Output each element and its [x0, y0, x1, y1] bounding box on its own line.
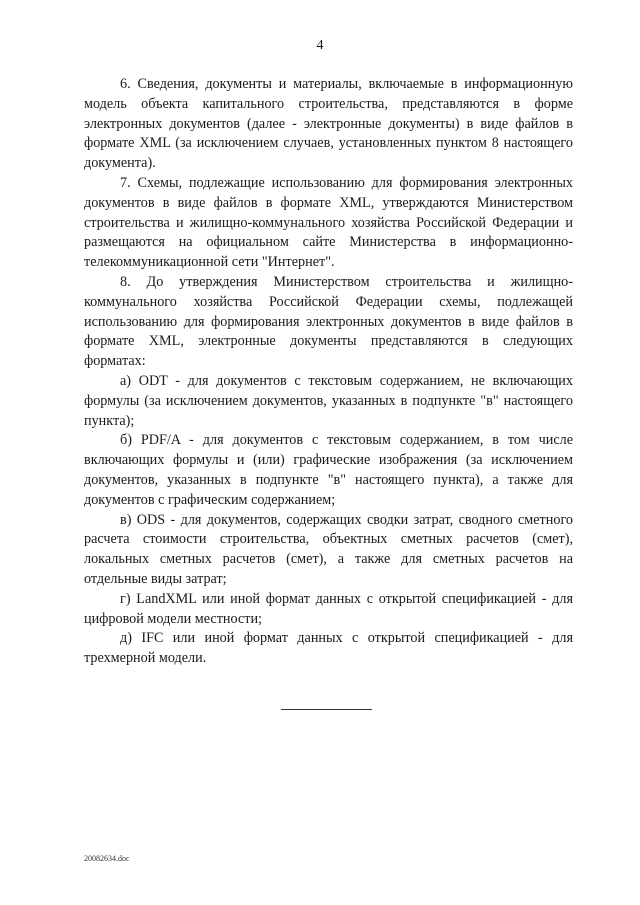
subparagraph-b: б) PDF/A - для документов с текстовым содержанием, в том числе включающих формулы и (или) графические изображения (за исключением документов, указанных в подпункте "в" настоящего пункта), а также для документов с графическим содержанием;	[84, 432, 573, 508]
paragraph-6: 6. Сведения, документы и материалы, включаемые в информационную модель объекта капитального строительства, представляются в форме электронных документов (далее - электронные документы) в виде файлов в формате XML (за исключением случаев, установленных пунктом 8 настоящего документа).	[84, 76, 573, 172]
subparagraph-a: а) ODT - для документов с текстовым содержанием, не включающих формулы (за исключением документов, указанных в подпункте "в" настоящего пункта);	[84, 372, 573, 429]
subparagraph-v: в) ODS - для документов, содержащих сводки затрат, сводного сметного расчета стоимости строительства, объектных сметных расчетов (смет), локальных сметных расчетов (смет), а также для сметных расчетов на отдельные виды затрат;	[84, 511, 573, 587]
end-divider	[281, 709, 372, 710]
page-number: 4	[316, 38, 324, 53]
subparagraph-g: г) LandXML или иной формат данных с открытой спецификацией - для цифровой модели местности;	[84, 590, 573, 627]
subparagraph-d: д) IFC или иной формат данных с открытой спецификацией - для трехмерной модели.	[84, 630, 573, 667]
file-name-footer: 20082634.doc	[84, 854, 130, 863]
document-body	[84, 75, 573, 669]
paragraph-8: 8. До утверждения Министерством строительства и жилищно-коммунального хозяйства Российской Федерации схемы, подлежащей использованию для формирования электронных документов в виде файлов в формате XML, электронные документы представляются в следующих форматах:	[84, 273, 573, 370]
paragraph-7: 7. Схемы, подлежащие использованию для формирования электронных документов в виде файлов в формате XML, утверждаются Министерством строительства и жилищно-коммунального хозяйства Российской Федерации и размещаются на официальном сайте Министерства в информационно-телекоммуникационной сети "Интернет".	[84, 174, 573, 271]
